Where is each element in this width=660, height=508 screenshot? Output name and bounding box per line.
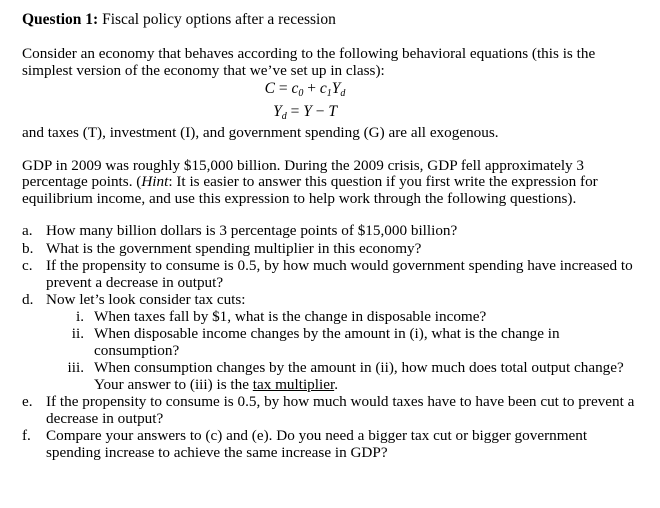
sublist-marker: iii.: [67, 359, 84, 376]
document-page: [22, 10, 642, 462]
context-paragraph: [22, 158, 642, 208]
tax-cut-sublist: [46, 309, 642, 394]
list-item-c: [22, 258, 642, 291]
list-item-text: If the propensity to consume is 0.5, by how much would government spending have increased to prevent a decrease in output?: [46, 257, 633, 291]
sublist-item-text: When disposable income changes by the amount in (i), what is the change in consumption?: [94, 325, 560, 359]
intro-paragraph: Consider an economy that behaves according to the following behavioral equations (this is the simplest version of the economy that we’ve set up in class):: [22, 45, 596, 79]
sublist-item-end: .: [334, 375, 338, 393]
list-item-e: [22, 394, 642, 427]
sublist-item-text: When taxes fall by $1, what is the change in disposable income?: [94, 307, 487, 325]
context-text-2: : It is easier to answer this question if you first write the expression for equilibrium income, and use this expression to help work through the following questions).: [22, 173, 598, 207]
context-text-1: GDP in 2009 was roughly $15,000 billion. During the 2009 crisis, GDP fell approximately 3 percentage points. (: [22, 156, 585, 190]
list-marker: b.: [22, 239, 34, 257]
tax-multiplier-term: tax multiplier: [252, 375, 335, 393]
list-marker: f.: [22, 427, 31, 444]
list-item-text: Now let’s look consider tax cuts:: [46, 291, 246, 308]
list-item-text: How many billion dollars is 3 percentage points of $15,000 billion?: [46, 222, 458, 239]
list-item-text: Compare your answers to (c) and (e). Do you need a bigger tax cut or bigger government spending increase to achieve the same increase in GDP?: [46, 427, 588, 461]
question-label: Question 1:: [22, 11, 99, 28]
question-title: [22, 10, 642, 30]
list-item-f: [22, 428, 642, 461]
hint-label: Hint: [141, 173, 169, 190]
list-item-text: What is the government spending multiplier in this economy?: [46, 239, 422, 257]
list-marker: c.: [22, 257, 33, 274]
list-item-b: [22, 241, 642, 258]
list-marker: d.: [22, 291, 34, 308]
list-marker: e.: [22, 393, 33, 410]
sublist-marker: i.: [75, 307, 84, 325]
list-item-text: If the propensity to consume is 0.5, by how much would taxes have to have been cut to prevent a decrease in output?: [46, 393, 635, 427]
sublist-item-i: [46, 309, 642, 326]
sublist-item-text: When consumption changes by the amount in (ii), how much does total output change? Your answer to (iii) is the: [94, 359, 624, 393]
question-title-text: Fiscal policy options after a recession: [98, 11, 336, 28]
exogenous-paragraph: and taxes (T), investment (I), and government spending (G) are all exogenous.: [22, 124, 499, 141]
sublist-marker: ii.: [71, 325, 84, 342]
sublist-item-iii: [46, 360, 642, 393]
equation-consumption: $C = c_0 + c_1Y_d$: [264, 80, 346, 99]
list-item-d: [22, 292, 642, 393]
equation-disposable-income: $Y_d = Y - T$: [273, 103, 337, 122]
list-item-a: [22, 223, 642, 240]
list-marker: a.: [22, 222, 33, 239]
question-list: [22, 223, 642, 461]
sublist-item-ii: [46, 326, 642, 359]
